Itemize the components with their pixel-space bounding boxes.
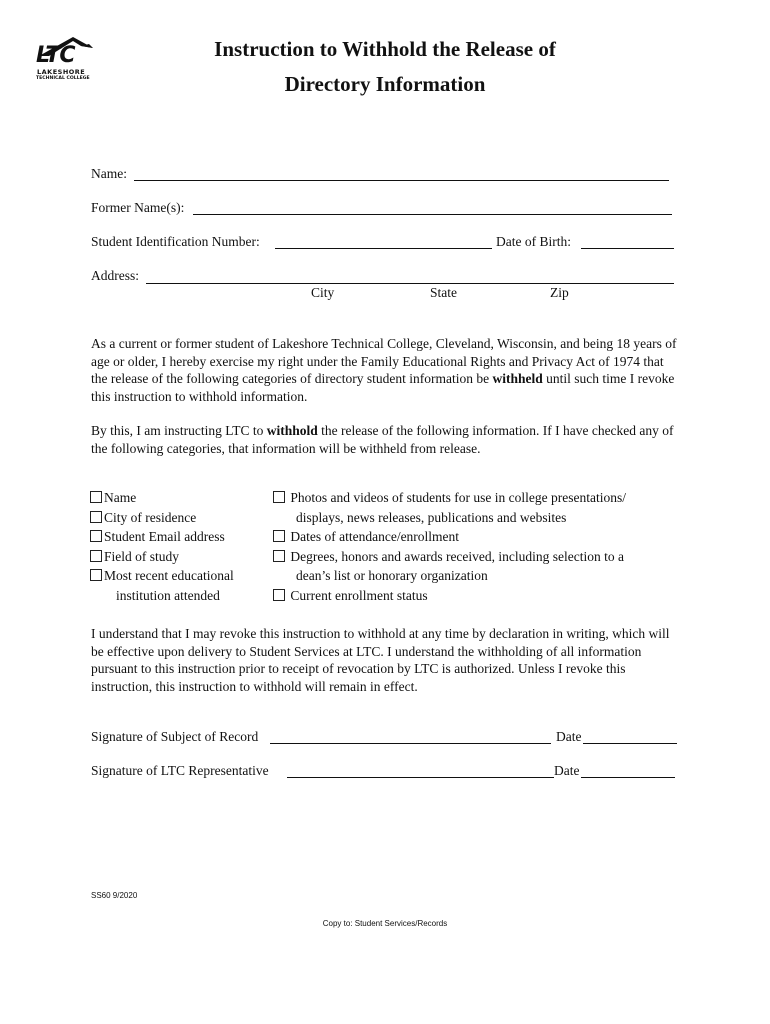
student-id-label: Student Identification Number: [91,234,260,249]
student-id-field[interactable] [275,248,492,249]
checkbox[interactable] [90,569,102,581]
checkbox[interactable] [90,530,102,542]
category-label: Dates of attendance/enrollment [290,529,460,545]
category-degrees-cont: dean’s list or honorary organization [296,568,488,584]
page-title-line2: Directory Information [284,72,486,96]
zip-label: Zip [550,285,569,300]
former-names-field[interactable] [193,214,672,215]
name-field[interactable] [134,180,669,181]
categories-left [90,488,234,606]
subject-signature-field[interactable] [270,743,551,744]
checkbox[interactable] [90,550,102,562]
rep-date-field[interactable] [581,777,675,778]
checkbox[interactable] [90,511,102,523]
logo-letters: LTC [36,43,75,68]
dob-label: Date of Birth: [496,234,571,249]
category-label: Name [104,490,137,505]
checkbox[interactable] [273,550,285,562]
category-label: Field of study [104,548,180,564]
address-field[interactable] [146,283,674,284]
category-label: Photos and videos of students for use in college presentations/ [290,490,626,505]
instruction-text-bold: withhold [266,423,318,438]
logo-line2: TECHNICAL COLLEGE [36,76,90,81]
category-email[interactable] [90,527,234,547]
rep-date-label: Date [554,763,580,778]
category-name[interactable] [90,488,234,508]
name-label: Name: [91,166,127,181]
checkbox[interactable] [273,491,285,503]
page-title-line1: Instruction to Withhold the Release of [214,37,556,61]
category-label: Most recent educational [104,568,234,584]
rep-signature-field[interactable] [287,777,554,778]
consent-text-post: until such time I revoke this instruction to withhold information. [91,371,675,404]
subject-date-label: Date [556,729,582,744]
state-label: State [430,285,457,300]
category-photos-cont: displays, news releases, publications and websites [296,509,567,525]
category-city[interactable] [90,508,234,528]
consent-paragraph [91,335,683,405]
category-label: Current enrollment status [290,587,428,603]
category-label: Degrees, honors and awards received, including selection to a [290,548,625,564]
category-degrees[interactable] [273,547,626,567]
category-label: City of residence [104,509,197,525]
subject-signature-label: Signature of Subject of Record [91,729,259,744]
former-names-label: Former Name(s): [91,200,185,215]
logo-line1: LAKESHORE [37,68,86,76]
category-enrollment[interactable] [273,586,626,606]
form-code: SS60 9/2020 [91,891,138,900]
checkbox[interactable] [273,589,285,601]
consent-text-pre: As a current or former student of Lakeshore Technical College, Cleveland, Wisconsin, and being 18 years of age or older, I hereby exercise my right under the Family Educational Rights and Privacy Act of 1974 that the release of the following categories of directory student information be [91,336,677,386]
categories-right [273,488,626,606]
category-photos[interactable] [273,488,626,508]
category-institution[interactable] [90,566,234,586]
category-field-of-study[interactable] [90,547,234,567]
consent-text-bold: withheld [492,371,543,386]
instruction-paragraph [91,422,683,457]
checkbox[interactable] [90,491,102,503]
checkbox[interactable] [273,530,285,542]
category-dates[interactable] [273,527,626,547]
category-institution-cont: institution attended [116,587,220,603]
instruction-text-post: the release of the following information. If I have checked any of the following categories, that information will be withheld from release. [91,423,674,456]
subject-date-field[interactable] [583,743,677,744]
ltc-logo [33,34,97,84]
revocation-paragraph: I understand that I may revoke this instruction to withhold at any time by declaration in writing, which will be effective upon delivery to Student Services at LTC. I understand the withholding of all information pursuant to this instruction prior to receipt of revocation by LTC is authorized. Unless I revoke this instruction, this instruction to withhold will remain in effect. [91,626,670,694]
city-label: City [311,285,335,300]
instruction-text-pre: By this, I am instructing LTC to [91,423,267,438]
rep-signature-label: Signature of LTC Representative [91,763,269,778]
dob-field[interactable] [581,248,674,249]
category-label: Student Email address [104,529,225,545]
address-label: Address: [91,268,139,283]
copy-to: Copy to: Student Services/Records [322,919,448,928]
